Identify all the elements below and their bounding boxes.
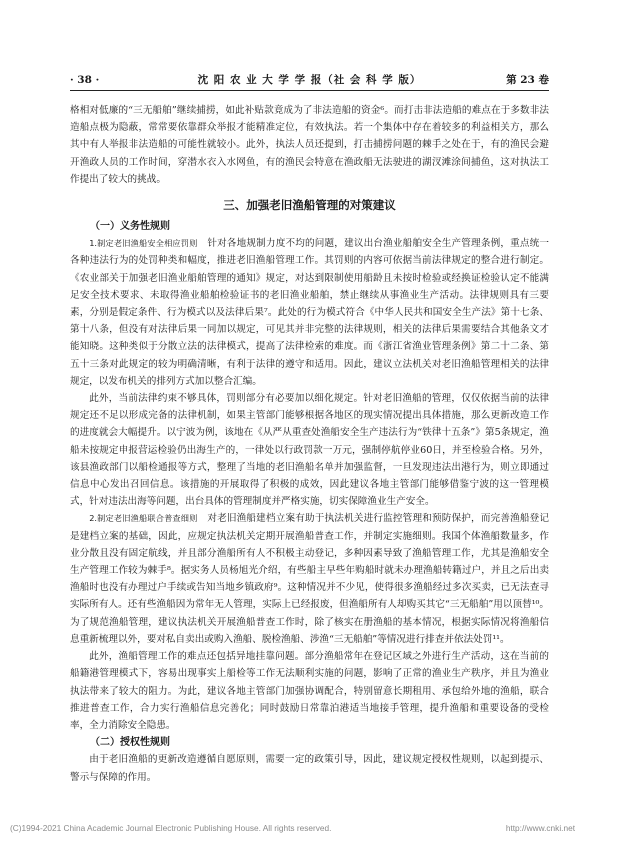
section-heading: 三、加强老旧渔船管理的对策建议 [223, 198, 396, 213]
paragraph-offsite-registration: 此外，渔船管理工作的难点还包括异地挂靠问题。部分渔船常年在登记区域之外进行生产活动，这在当前的船籍港管理模式下，容易出现事实上船检等工作无法顺利实施的问题，影响了正常的渔业生产秩序，并且为渔业执法带来了较大的阻力。为此，建议各地主管部门加强协调配合，特别留意长期租用、承包给外地的渔船，联合推进普查工作，合力实行渔船信息完善化；同时鼓励日常靠泊港适当地接手管理，提升渔船和重要设备的受检率，全力消除安全隐患。 [70, 651, 549, 731]
running-header [70, 72, 549, 91]
paragraph-continued: 格相对低廉的“三无船舶”继续捕捞，如此补贴款竟成为了非法造船的资金⁶。而打击非法造船的难点在于多数非法造船点极为隐蔽，常常要依靠群众举报才能精准定位，有效执法。若一个集体中存在着较多的利益相关方，那么其中有人举报非法造船的可能性就较小。此外，执法人员还提到，打击捕捞问题的棘手之处在于，有的渔民会避开渔政人员的工作时间，穿潜水衣入水网鱼，有的渔民会特意在渔政船无法驶进的湖汊滩涂间捕鱼，这对执法工作提出了较大的挑战。 [70, 105, 549, 185]
journal-title: 沈 阳 农 业 大 学 学 报（社 会 科 学 版） [197, 74, 422, 86]
paragraph-lead-term: 2.制定老旧渔船联合普查细则 [89, 513, 198, 524]
copyright-footer [0, 823, 619, 837]
subsection-heading-authorization: （二）授权性规则 [90, 737, 170, 749]
subsection-heading-obligation: （一）义务性规则 [90, 221, 170, 233]
volume-label: 第 23 卷 [506, 74, 549, 86]
paragraph-penalty-rules [70, 235, 549, 390]
cnki-link[interactable]: http://www.cnki.net [505, 823, 575, 833]
copyright-notice: (C)1994-2021 China Academic Journal Electronic Publishing House. All rights reserved. [10, 823, 332, 833]
page-number: · 38 · [70, 74, 100, 86]
paragraph-authorization: 由于老旧渔船的更新改造遵循自愿原则，需要一定的政策引导，因此，建议规定授权性规则，以起到提示、警示与保障的作用。 [70, 754, 549, 783]
paragraph-text: 针对各地规制力度不均的问题，建议出台渔业船舶安全生产管理条例，重点统一各种违法行为的处罚种类和幅度，推进老旧渔船管理工作。其罚则的内容可依据当前法律规定的整合进行制定。《农业部关于加强老旧渔业船舶管理的通知》规定，对达到限制使用船龄且未按时检验或经换证检验认定不能满足安全技术要求、未取得渔业船舶检验证书的老旧渔业船舶，禁止继续从事渔业生产活动。法律规则具有三要素，分别是假定条件、行为模式以及法律后果⁷。此处的行为模式符合《中华人民共和国安全生产法》第十七条、第十八条，但没有对法律后果一同加以规定，可见其并非完整的法律规则，相关的法律后果需要结合其他条文才能知晓。这种类似于分散立法的法律模式，提高了法律检索的难度。而《浙江省渔业管理条例》第二十二条、第五十三条对此规定的较为明确清晰，有利于法律的遵守和适用。因此，建议立法机关对老旧渔船管理相关的法律规定，以发布机关的排列方式加以整合汇编。 [70, 238, 550, 387]
paragraph-text: 对老旧渔船建档立案有助于执法机关进行监控管理和预防保护，而完善渔船登记是建档立案的基础，因此，应规定执法机关定期开展渔船普查工作，并制定实施细则。我国个体渔船数量多，作业分散且没有固定航线，并且部分渔船所有人不积极主动登记，多种因素导致了渔船管理工作，尤其是渔船安全生产管理工作较为棘手⁸。据实务人员杨旭光介绍，有些船主早些年购船时就未办理渔船转籍过户，并且之后出卖渔船时也没有办理过户手续或告知当地乡镇政府⁹。这种情况并不少见，使得很多渔船经过多次买卖，已无法查寻实际所有人。还有些渔船因为常年无人管理，实际上已经报废，但渔船所有人却购买其它“三无船舶”用以顶替¹⁰。为了规范渔船管理，建议执法机关开展渔船普查工作时，除了核实在册渔船的基本情况，根据实际情况将渔船信息重新梳理以外，要对私自卖出或购入渔船、脱检渔船、涉渔“三无船舶”等情况进行排查并依法处罚¹¹。 [70, 513, 550, 645]
paragraph-census-rules [70, 510, 549, 648]
article-body [70, 102, 549, 786]
paragraph-ningbo-example: 此外，当前法律约束不够具体，罚则部分有必要加以细化规定。针对老旧渔船的管理，仅仅依据当前的法律规定还不足以形成完备的法律机制，如果主管部门能够根据各地区的现实情况提出具体措施，那么更新改造工作的进度就会大幅提升。以宁波为例，该地在《从严从重查处渔船安全生产违法行为“铁律十五条”》第5条规定，渔船未按规定申报营运检验仍出海生产的，一律处以行政罚款一万元，强制停航停业60日，并至检验合格。另外，该县渔政部门以船检通报等方式，整理了当地的老旧渔船名单并加强监督，一旦发现违法出港行为，则立即通过信息中心发出召回信息。该措施的开展取得了积极的成效，因此建议各地主管部门能够借鉴宁波的这一管理模式，针对违法出海等问题，出台具体的管理制度并严格实施，切实保障渔业生产安全。 [70, 393, 549, 508]
paragraph-lead-term: 1.制定老旧渔船安全相应罚则 [89, 238, 198, 249]
